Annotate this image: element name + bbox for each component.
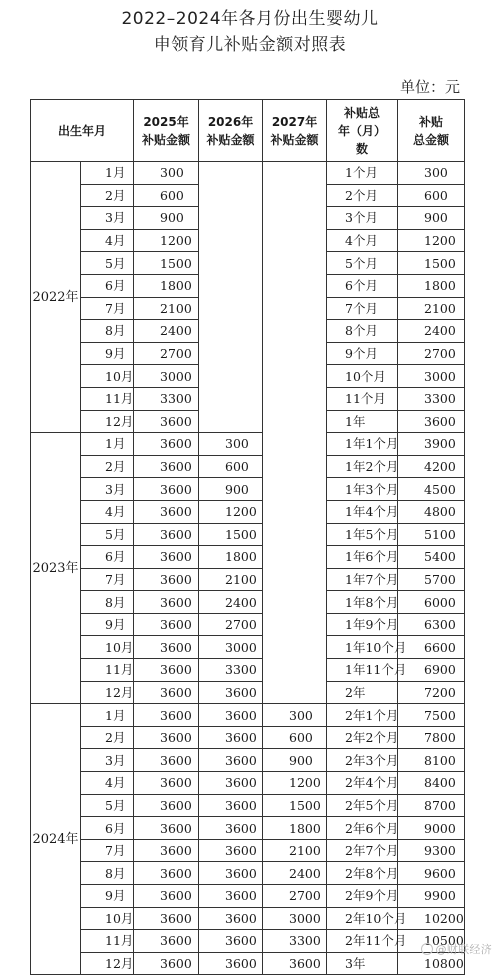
total-amount-cell: 600 [398, 184, 465, 207]
amount-2025-cell: 3600 [134, 839, 199, 862]
subsidy-period-cell: 4个月 [327, 229, 398, 252]
birth-month-cell: 11月 [81, 930, 134, 953]
document-title-line2: 申领育儿补贴金额对照表 [153, 35, 347, 55]
total-amount-cell: 6300 [398, 613, 465, 636]
total-amount-cell: 300 [398, 162, 465, 185]
subsidy-period-cell: 2年4个月 [327, 772, 398, 795]
amount-2027-cell: 300 [263, 704, 327, 727]
amount-2027-cell: 1200 [263, 772, 327, 795]
amount-2026-cell: 1500 [199, 523, 263, 546]
amount-2027-cell: 3000 [263, 907, 327, 930]
amount-2025-cell: 3600 [134, 546, 199, 569]
amount-2025-cell: 3300 [134, 387, 199, 410]
total-amount-cell: 5700 [398, 568, 465, 591]
amount-2025-cell: 300 [134, 162, 199, 185]
amount-2026-cell: 3600 [199, 930, 263, 953]
amount-2025-cell: 3600 [134, 659, 199, 682]
birth-month-cell: 5月 [81, 252, 134, 275]
total-amount-cell: 900 [398, 207, 465, 230]
amount-2026-cell: 3600 [199, 749, 263, 772]
subsidy-period-cell: 2年5个月 [327, 794, 398, 817]
table-row [31, 862, 465, 885]
birth-year-cell: 2023年 [31, 433, 81, 704]
amount-2027-cell: 1800 [263, 817, 327, 840]
amount-2026-cell: 3600 [199, 839, 263, 862]
subsidy-period-cell: 2年2个月 [327, 726, 398, 749]
total-amount-cell: 1800 [398, 274, 465, 297]
amount-2027-cell [263, 162, 327, 704]
birth-month-cell: 7月 [81, 839, 134, 862]
amount-2027-cell: 2100 [263, 839, 327, 862]
total-amount-cell: 10500 [398, 930, 465, 953]
table-row [31, 749, 465, 772]
amount-2026-cell: 3300 [199, 659, 263, 682]
amount-2025-cell: 3600 [134, 817, 199, 840]
amount-2025-cell: 3600 [134, 636, 199, 659]
total-amount-cell: 2400 [398, 320, 465, 343]
amount-2025-cell: 3600 [134, 704, 199, 727]
subsidy-period-cell: 2年10个月 [327, 907, 398, 930]
amount-2025-cell: 3600 [134, 772, 199, 795]
table-row [31, 839, 465, 862]
amount-2026-cell: 600 [199, 455, 263, 478]
header-subsidy-period: 补贴总 年（月） 数 [327, 100, 398, 162]
table-row [31, 162, 465, 185]
amount-2025-cell: 600 [134, 184, 199, 207]
table-row [31, 523, 465, 546]
subsidy-period-cell: 2年3个月 [327, 749, 398, 772]
table-row [31, 885, 465, 908]
amount-2025-cell: 2400 [134, 320, 199, 343]
watermark-text: @财联经济 [435, 943, 492, 956]
birth-month-cell: 8月 [81, 591, 134, 614]
total-amount-cell: 7500 [398, 704, 465, 727]
total-amount-cell: 1500 [398, 252, 465, 275]
subsidy-period-cell: 1年3个月 [327, 478, 398, 501]
birth-month-cell: 10月 [81, 636, 134, 659]
total-amount-cell: 2100 [398, 297, 465, 320]
subsidy-period-cell: 2年6个月 [327, 817, 398, 840]
amount-2025-cell: 3600 [134, 591, 199, 614]
total-amount-cell: 3600 [398, 410, 465, 433]
subsidy-period-cell: 5个月 [327, 252, 398, 275]
table-row [31, 478, 465, 501]
amount-2025-cell: 3600 [134, 907, 199, 930]
amount-2025-cell: 3600 [134, 749, 199, 772]
total-amount-cell: 3900 [398, 433, 465, 456]
amount-2026-cell: 3600 [199, 952, 263, 975]
total-amount-cell: 5100 [398, 523, 465, 546]
birth-month-cell: 4月 [81, 772, 134, 795]
amount-2026-cell: 3600 [199, 772, 263, 795]
birth-month-cell: 5月 [81, 523, 134, 546]
amount-2026-cell: 3600 [199, 794, 263, 817]
amount-2025-cell: 1500 [134, 252, 199, 275]
table-row [31, 546, 465, 569]
total-amount-cell: 6900 [398, 659, 465, 682]
amount-2026-cell: 3600 [199, 907, 263, 930]
amount-2026-cell: 1200 [199, 500, 263, 523]
birth-month-cell: 7月 [81, 568, 134, 591]
amount-2026-cell: 2400 [199, 591, 263, 614]
total-amount-cell: 3300 [398, 387, 465, 410]
subsidy-period-cell: 1年11个月 [327, 659, 398, 682]
amount-2026-cell: 3600 [199, 885, 263, 908]
amount-2025-cell: 3600 [134, 478, 199, 501]
amount-2025-cell: 3600 [134, 952, 199, 975]
total-amount-cell: 8400 [398, 772, 465, 795]
subsidy-period-cell: 2年1个月 [327, 704, 398, 727]
amount-2026-cell: 2700 [199, 613, 263, 636]
total-amount-cell: 7200 [398, 681, 465, 704]
total-amount-cell: 4500 [398, 478, 465, 501]
subsidy-period-cell: 2年8个月 [327, 862, 398, 885]
birth-month-cell: 3月 [81, 749, 134, 772]
subsidy-period-cell: 3个月 [327, 207, 398, 230]
amount-2025-cell: 3600 [134, 794, 199, 817]
amount-2026-cell: 2100 [199, 568, 263, 591]
total-amount-cell: 2700 [398, 342, 465, 365]
table-row [31, 681, 465, 704]
birth-month-cell: 10月 [81, 365, 134, 388]
table-row [31, 568, 465, 591]
amount-2025-cell: 2700 [134, 342, 199, 365]
total-amount-cell: 7800 [398, 726, 465, 749]
amount-2025-cell: 900 [134, 207, 199, 230]
total-amount-cell: 10800 [398, 952, 465, 975]
total-amount-cell: 3000 [398, 365, 465, 388]
birth-year-cell: 2024年 [31, 704, 81, 975]
table-row [31, 500, 465, 523]
weibo-logo-icon [421, 943, 433, 955]
amount-2027-cell: 2400 [263, 862, 327, 885]
amount-2026-cell: 900 [199, 478, 263, 501]
subsidy-period-cell: 1年7个月 [327, 568, 398, 591]
total-amount-cell: 8700 [398, 794, 465, 817]
table-row [31, 659, 465, 682]
amount-2025-cell: 3600 [134, 862, 199, 885]
amount-2027-cell: 900 [263, 749, 327, 772]
subsidy-period-cell: 2年11个月 [327, 930, 398, 953]
table-row [31, 726, 465, 749]
birth-month-cell: 12月 [81, 952, 134, 975]
subsidy-period-cell: 1年8个月 [327, 591, 398, 614]
subsidy-period-cell: 1年6个月 [327, 546, 398, 569]
header-total-amount: 补贴 总金额 [398, 100, 465, 162]
amount-2025-cell: 1200 [134, 229, 199, 252]
birth-month-cell: 9月 [81, 342, 134, 365]
total-amount-cell: 9300 [398, 839, 465, 862]
header-birth-month: 出生年月 [31, 100, 134, 162]
header-2026-amount: 2026年 补贴金额 [199, 100, 263, 162]
table-row [31, 930, 465, 953]
table-row [31, 591, 465, 614]
total-amount-cell: 9900 [398, 885, 465, 908]
amount-2025-cell: 3600 [134, 455, 199, 478]
total-amount-cell: 5400 [398, 546, 465, 569]
table-row [31, 794, 465, 817]
birth-month-cell: 2月 [81, 726, 134, 749]
amount-2025-cell: 3600 [134, 681, 199, 704]
amount-2025-cell: 3600 [134, 613, 199, 636]
subsidy-period-cell: 1年2个月 [327, 455, 398, 478]
subsidy-period-cell: 2年 [327, 681, 398, 704]
amount-2025-cell: 3600 [134, 523, 199, 546]
birth-month-cell: 9月 [81, 885, 134, 908]
subsidy-period-cell: 7个月 [327, 297, 398, 320]
table-row [31, 613, 465, 636]
watermark [421, 941, 493, 957]
amount-2025-cell: 3600 [134, 930, 199, 953]
table-row [31, 907, 465, 930]
subsidy-period-cell: 3年 [327, 952, 398, 975]
header-2025-amount: 2025年 补贴金额 [134, 100, 199, 162]
amount-2026-cell [199, 162, 263, 433]
table-row [31, 704, 465, 727]
amount-2026-cell: 3600 [199, 817, 263, 840]
table-row [31, 455, 465, 478]
table-row [31, 817, 465, 840]
subsidy-period-cell: 1年9个月 [327, 613, 398, 636]
birth-month-cell: 3月 [81, 207, 134, 230]
subsidy-period-cell: 11个月 [327, 387, 398, 410]
amount-2025-cell: 3600 [134, 500, 199, 523]
subsidy-period-cell: 8个月 [327, 320, 398, 343]
amount-2027-cell: 2700 [263, 885, 327, 908]
header-2027-amount: 2027年 补贴金额 [263, 100, 327, 162]
amount-2027-cell: 3600 [263, 952, 327, 975]
total-amount-cell: 4800 [398, 500, 465, 523]
subsidy-period-cell: 9个月 [327, 342, 398, 365]
subsidy-period-cell: 1年 [327, 410, 398, 433]
amount-2026-cell: 1800 [199, 546, 263, 569]
table-body [31, 162, 465, 975]
birth-month-cell: 12月 [81, 681, 134, 704]
document-title-line1: 2022–2024年各月份出生婴幼儿 [121, 9, 379, 29]
birth-month-cell: 5月 [81, 794, 134, 817]
amount-2026-cell: 3600 [199, 681, 263, 704]
table-row [31, 433, 465, 456]
subsidy-period-cell: 2年9个月 [327, 885, 398, 908]
subsidy-period-cell: 1个月 [327, 162, 398, 185]
birth-month-cell: 6月 [81, 274, 134, 297]
birth-month-cell: 8月 [81, 320, 134, 343]
subsidy-period-cell: 2年7个月 [327, 839, 398, 862]
amount-2025-cell: 3600 [134, 410, 199, 433]
birth-month-cell: 1月 [81, 433, 134, 456]
amount-2026-cell: 3000 [199, 636, 263, 659]
birth-month-cell: 6月 [81, 817, 134, 840]
table-row [31, 952, 465, 975]
subsidy-table [30, 99, 465, 975]
subsidy-period-cell: 1年1个月 [327, 433, 398, 456]
amount-2025-cell: 3600 [134, 726, 199, 749]
table-row [31, 772, 465, 795]
birth-month-cell: 4月 [81, 229, 134, 252]
amount-2027-cell: 3300 [263, 930, 327, 953]
birth-month-cell: 9月 [81, 613, 134, 636]
amount-2025-cell: 3000 [134, 365, 199, 388]
amount-2026-cell: 300 [199, 433, 263, 456]
birth-month-cell: 4月 [81, 500, 134, 523]
birth-month-cell: 2月 [81, 455, 134, 478]
birth-month-cell: 3月 [81, 478, 134, 501]
table-row [31, 636, 465, 659]
subsidy-period-cell: 2个月 [327, 184, 398, 207]
birth-month-cell: 11月 [81, 387, 134, 410]
unit-label: 单位：元 [399, 78, 460, 96]
subsidy-period-cell: 1年5个月 [327, 523, 398, 546]
birth-month-cell: 1月 [81, 704, 134, 727]
total-amount-cell: 8100 [398, 749, 465, 772]
birth-month-cell: 12月 [81, 410, 134, 433]
birth-month-cell: 8月 [81, 862, 134, 885]
birth-month-cell: 1月 [81, 162, 134, 185]
subsidy-period-cell: 6个月 [327, 274, 398, 297]
birth-month-cell: 10月 [81, 907, 134, 930]
total-amount-cell: 9000 [398, 817, 465, 840]
total-amount-cell: 6000 [398, 591, 465, 614]
birth-month-cell: 6月 [81, 546, 134, 569]
total-amount-cell: 4200 [398, 455, 465, 478]
subsidy-period-cell: 10个月 [327, 365, 398, 388]
amount-2025-cell: 3600 [134, 433, 199, 456]
birth-month-cell: 11月 [81, 659, 134, 682]
total-amount-cell: 9600 [398, 862, 465, 885]
table-header [31, 100, 465, 162]
amount-2026-cell: 3600 [199, 726, 263, 749]
birth-month-cell: 2月 [81, 184, 134, 207]
amount-2025-cell: 2100 [134, 297, 199, 320]
amount-2026-cell: 3600 [199, 862, 263, 885]
amount-2025-cell: 3600 [134, 885, 199, 908]
birth-month-cell: 7月 [81, 297, 134, 320]
total-amount-cell: 10200 [398, 907, 465, 930]
amount-2027-cell: 1500 [263, 794, 327, 817]
total-amount-cell: 6600 [398, 636, 465, 659]
subsidy-period-cell: 1年4个月 [327, 500, 398, 523]
birth-year-cell: 2022年 [31, 162, 81, 433]
amount-2026-cell: 3600 [199, 704, 263, 727]
amount-2025-cell: 1800 [134, 274, 199, 297]
amount-2027-cell: 600 [263, 726, 327, 749]
amount-2025-cell: 3600 [134, 568, 199, 591]
total-amount-cell: 1200 [398, 229, 465, 252]
subsidy-period-cell: 1年10个月 [327, 636, 398, 659]
